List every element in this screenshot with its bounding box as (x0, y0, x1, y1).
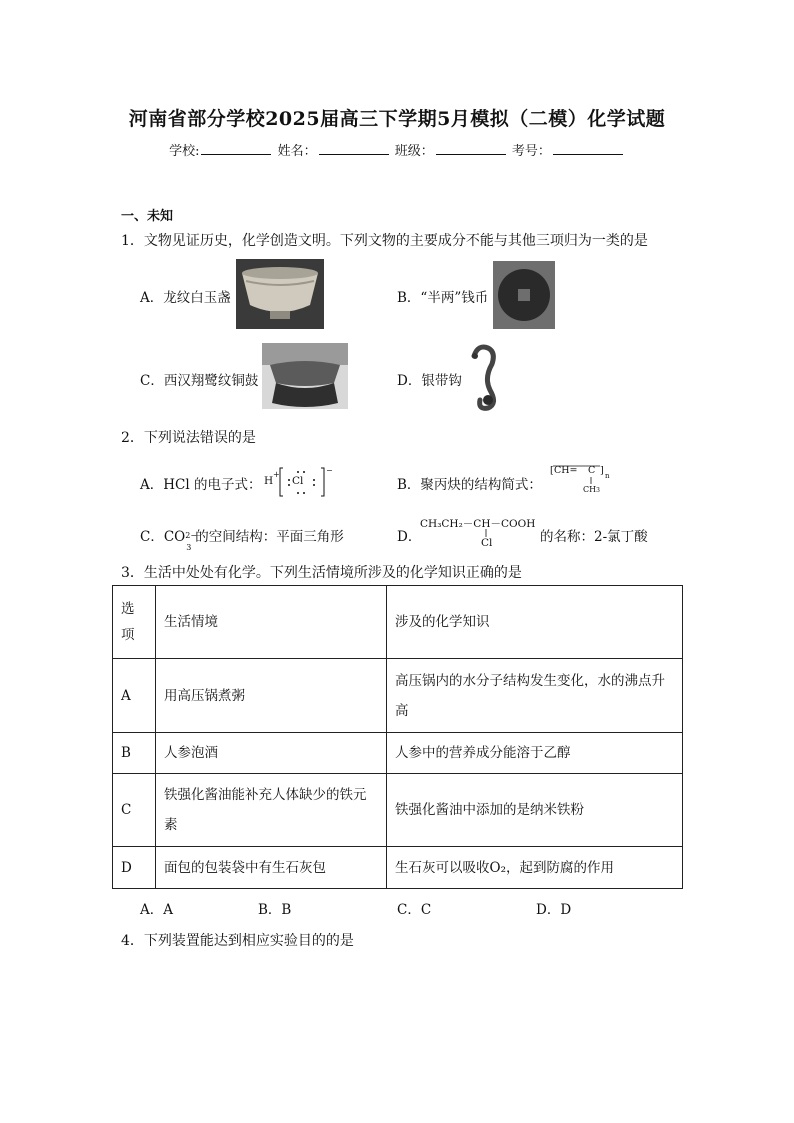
q4-stem: 4．下列装置能达到相应实验目的的是 (121, 933, 354, 949)
chlorobutanoic-acid-structure (420, 516, 550, 550)
row-b-option: B (113, 733, 156, 774)
q2-option-c: C．CO 2− 3 的空间结构：平面三角形 (140, 529, 344, 552)
q2-option-d-label: D． (397, 529, 422, 545)
table-row (113, 774, 683, 847)
q1-option-a: A．龙纹白玉盏 (140, 290, 231, 306)
q3-stem: 3．生活中处处有化学。下列生活情境所涉及的化学知识正确的是 (121, 565, 522, 581)
jade-bowl-image (236, 259, 324, 329)
section-heading: 一、未知 (121, 209, 174, 224)
class-label: 班级： (394, 144, 434, 159)
q2-c-suffix: 的空间结构：平面三角形 (195, 529, 344, 545)
table-row (113, 847, 683, 889)
silver-belt-hook-image (468, 342, 502, 414)
page-title: 河南省部分学校2025届高三下学期5月模拟（二模）化学试题 (128, 108, 666, 130)
exam-number-label: 考号： (511, 144, 551, 159)
polypropyne-c: C (588, 465, 596, 476)
row-d-option: D (113, 847, 156, 889)
row-a-option: A (113, 659, 156, 733)
row-c-scenario: 铁强化酱油能补充人体缺少的铁元素 (156, 774, 387, 847)
q2-a-text: A．HCl 的电子式： (140, 477, 262, 493)
student-info-line (0, 140, 794, 159)
hcl-cl: Cl (292, 475, 304, 487)
polypropyne-n: n (605, 472, 610, 480)
q3-answer-d: D．D (536, 902, 572, 918)
row-a-scenario: 用高压锅煮粥 (156, 659, 387, 733)
name-label: 姓名： (277, 144, 317, 159)
school-label: 学校: (169, 144, 200, 159)
row-b-scenario: 人参泡酒 (156, 733, 387, 774)
school-blank[interactable] (201, 142, 271, 155)
polypropyne-structure: [ CH= C ] n CH3 (550, 465, 610, 494)
q2-option-d-suffix: 的名称：2-氯丁酸 (540, 529, 648, 545)
q2-option-b (397, 473, 542, 493)
coin-image (493, 261, 555, 329)
hcl-electron-formula: H + Cl − (264, 466, 334, 498)
d-formula: CH₃CH₂－CH－COOH (420, 518, 536, 530)
hcl-h: H (264, 475, 274, 487)
row-c-option: C (113, 774, 156, 847)
table-row (113, 733, 683, 774)
row-a-knowledge: 高压锅内的水分子结构发生变化，水的沸点升高 (387, 659, 683, 733)
q3-answer-c: C．C (397, 902, 432, 918)
header-scenario: 生活情境 (156, 586, 387, 659)
q3-table (112, 585, 683, 889)
d-cl: Cl (481, 537, 493, 549)
row-d-knowledge: 生石灰可以吸收O₂，起到防腐的作用 (387, 847, 683, 889)
header-option: 选项 (113, 586, 156, 659)
q1-option-b: B．“半两”钱币 (397, 290, 489, 306)
header-knowledge: 涉及的化学知识 (387, 586, 683, 659)
polypropyne-ch: CH= (554, 465, 578, 476)
exam-number-blank[interactable] (553, 142, 623, 155)
q2-c-prefix: C．CO (140, 529, 186, 545)
class-blank[interactable] (436, 142, 506, 155)
row-c-knowledge: 铁强化酱油中添加的是纳米铁粉 (387, 774, 683, 847)
table-header-row (113, 586, 683, 659)
bronze-drum-image (262, 343, 348, 409)
q3-answer-a: A．A (140, 902, 173, 918)
q2-b-text: B．聚丙炔的结构简式： (397, 477, 542, 493)
q1-option-c: C．西汉翔鹭纹铜鼓 (140, 373, 259, 389)
table-row (113, 659, 683, 733)
row-b-knowledge: 人参中的营养成分能溶于乙醇 (387, 733, 683, 774)
q2-option-a (140, 473, 261, 493)
q2-stem: 2．下列说法错误的是 (121, 430, 256, 446)
q3-answer-b: B．B (258, 902, 292, 918)
polypropyne-ch3: CH3 (583, 485, 600, 494)
q1-stem: 1．文物见证历史，化学创造文明。下列文物的主要成分不能与其他三项归为一类的是 (121, 233, 648, 249)
q1-option-d: D．银带钩 (397, 373, 462, 389)
row-d-scenario: 面包的包装袋中有生石灰包 (156, 847, 387, 889)
name-blank[interactable] (319, 142, 389, 155)
